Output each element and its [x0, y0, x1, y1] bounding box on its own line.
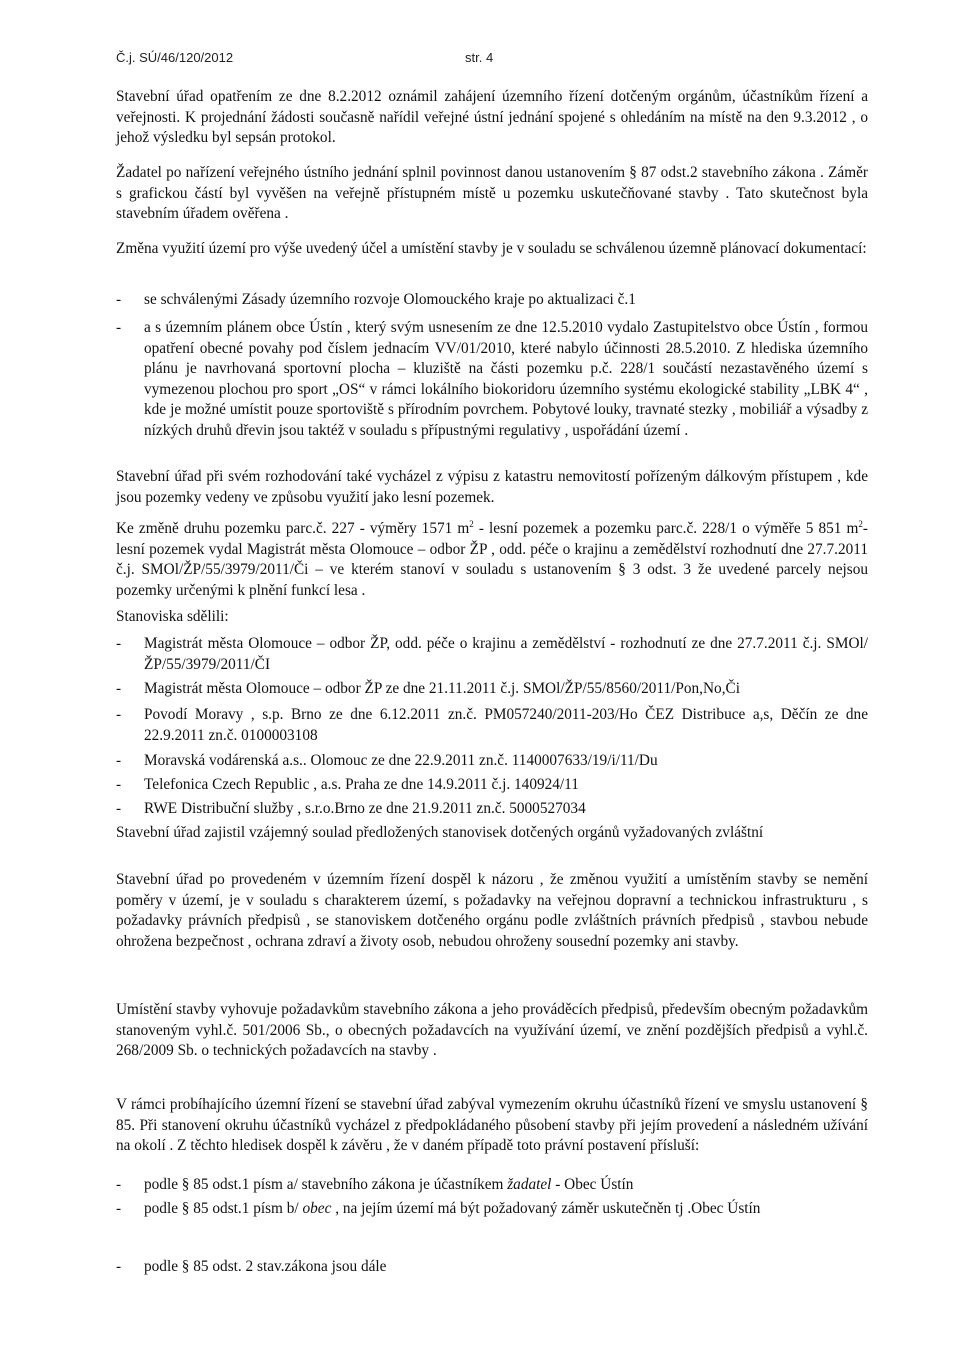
list-bullet: -	[116, 1200, 122, 1217]
paragraph-compliance: Umístění stavby vyhovuje požadavkům stavebního zákona a jeho prováděcích předpisů, především obecným požadavkům stanoveným vyhl.č. 501/2006 Sb., o obecných požadavcích na využívání území, ve znění pozdějších předpisů a vyhl.č. 268/2009 Sb. o technických požadavcích na stavby .	[116, 1001, 868, 1059]
list-item-text: podle § 85 odst.1 písm a/ stavebního zákona je účastníkem žadatel - Obec Ústín	[144, 1176, 634, 1193]
paragraph-assessment: Stavební úřad po provedeném v územním řízení dospěl k názoru , že změnou využití a umístěním stavby se nemění poměry v území, je v souladu s charakterem území, s požadavky na veřejnou dopravní a technickou infrastrukturu , s požadavky právních předpisů , se stanoviskem dotčeného orgánu podle zvláštních právních předpisů , stavbou nebude ohrožena bezpečnost , ochrana zdraví a životy osob, nebudou ohroženy sousední pozemky ani stavby.	[116, 871, 868, 950]
list-item-text: Magistrát města Olomouce – odbor ŽP, odd. péče o krajinu a zemědělství - rozhodnutí ze dne 27.7.2011 č.j. SMOl/ŽP/55/3979/2011/ČI	[144, 635, 868, 673]
list-item-text: RWE Distribuční služby , s.r.o.Brno ze dne 21.9.2011 zn.č. 5000527034	[144, 800, 586, 817]
list-item-text: Moravská vodárenská a.s.. Olomouc ze dne 22.9.2011 zn.č. 1140007633/19/i/11/Du	[144, 752, 658, 769]
list-item-text: podle § 85 odst.1 písm b/ obec , na jejím území má být požadovaný záměr uskutečněn tj .Obec Ústín	[144, 1200, 761, 1217]
list-bullet: -	[116, 1176, 122, 1193]
paragraph-cadastre: Stavební úřad při svém rozhodování také vycházel z výpisu z katastru nemovitostí pořízeným dálkovým přístupem , kde jsou pozemky vedeny ve způsobu využití jako lesní pozemek.	[116, 468, 868, 506]
list-item-text: Magistrát města Olomouce – odbor ŽP ze dne 21.11.2011 č.j. SMOl/ŽP/55/8560/2011/Pon,No,Či	[144, 680, 740, 697]
paragraph-applicant-duty: Žadatel po nařízení veřejného ústního jednání splnil povinnost danou ustanovením § 87 odst.2 stavebního zákona . Záměr s grafickou částí byl vyvěšen na veřejně přístupném místě u pozemku uskutečňované stavby . Tato skutečnost byla stavebním úřadem ověřena .	[116, 164, 868, 222]
paragraph-proceedings-notice: Stavební úřad opatřením ze dne 8.2.2012 oznámil zahájení územního řízení dotčeným orgánům, účastníkům řízení a veřejnosti. K projednání žádosti současně nařídil veřejné ústní jednání spojené s ohledáním na místě na den 9.3.2012 , o jehož výsledku byl sepsán protokol.	[116, 88, 868, 146]
list-item-text: podle § 85 odst. 2 stav.zákona jsou dále	[144, 1258, 387, 1275]
list-bullet: -	[116, 706, 122, 723]
list-bullet: -	[116, 319, 122, 336]
list-item-text: a s územním plánem obce Ústín , který svým usnesením ze dne 12.5.2010 vydalo Zastupitelstvo obce Ústín , formou opatření obecné povahy pod číslem jednacím VV/01/2010, které nabylo účinnosti 28.5.2010. Z hlediska územního plánu je navrhovaná sportovní plocha – kluziště na části pozemku p.č. 228/1 součástí nezastavěného území s vymezenou plochou pro sport „OS“ v rámci lokálního biokoridoru územního systému ekologické stability „LBK 4“ , kde je možné umístit pouze sportoviště s přírodním povrchem. Pobytové louky, travnaté stezky , mobiliář a výsadby z nízkých druhů dřevin jsou taktéž v souladu s přípustnými regulativy , uspořádání území .	[144, 319, 868, 439]
list-item-text: se schválenými Zásady územního rozvoje Olomouckého kraje po aktualizaci č.1	[144, 291, 636, 308]
list-bullet: -	[116, 291, 122, 308]
list-bullet: -	[116, 680, 122, 697]
list-item-text: Povodí Moravy , s.p. Brno ze dne 6.12.2011 zn.č. PM057240/2011-203/Ho ČEZ Distribuce a,s, Děčín ze dne 22.9.2011 zn.č. 0100003108	[144, 706, 868, 744]
list-bullet: -	[116, 800, 122, 817]
paragraph-land-use-change: Změna využití území pro výše uvedený účel a umístění stavby je v souladu se schválenou územně plánovací dokumentací:	[116, 240, 867, 257]
paragraph-opinions-heading: Stanoviska sdělili:	[116, 608, 229, 625]
list-bullet: -	[116, 776, 122, 793]
paragraph-forest-land: Ke změně druhu pozemku parc.č. 227 - výměry 1571 $m^2$ - lesní pozemek a pozemku parc.č. 228/1 o výměře 5 851 $m^2-$ lesní pozemek vydal Magistrát města Olomouce – odbor ŽP , odd. péče o krajinu a zemědělství rozhodnutí dne 27.7.2011 č.j. SMOl/ŽP/55/3979/2011/Či – ve kterém stanoví v souladu s ustanovením § 3 odst. 3 že uvedené parcely nejsou pozemky určenými k plnění funkcí lesa .	[116, 518, 869, 599]
list-bullet: -	[116, 1258, 122, 1275]
page-number: str. 4	[465, 50, 494, 65]
list-item-text: Telefonica Czech Republic , a.s. Praha ze dne 14.9.2011 č.j. 140924/11	[144, 776, 579, 793]
paragraph-participants: V rámci probíhajícího územní řízení se stavební úřad zabýval vymezením okruhu účastníků řízení ve smyslu ustanovení § 85. Při stanovení okruhu účastníků vycházel z předpokládaného působení stavby při jejím provedení a následném užívání na okolí . Z těchto hledisek dospěl k závěru , že v daném případě toto právní postavení přísluší:	[116, 1096, 868, 1154]
reference-number: Č.j. SÚ/46/120/2012	[116, 50, 234, 65]
list-bullet: -	[116, 635, 122, 652]
list-bullet: -	[116, 752, 122, 769]
paragraph-opinions-consistency: Stavební úřad zajistil vzájemný soulad předložených stanovisek dotčených orgánů vyžadovaných zvláštní	[116, 824, 764, 841]
